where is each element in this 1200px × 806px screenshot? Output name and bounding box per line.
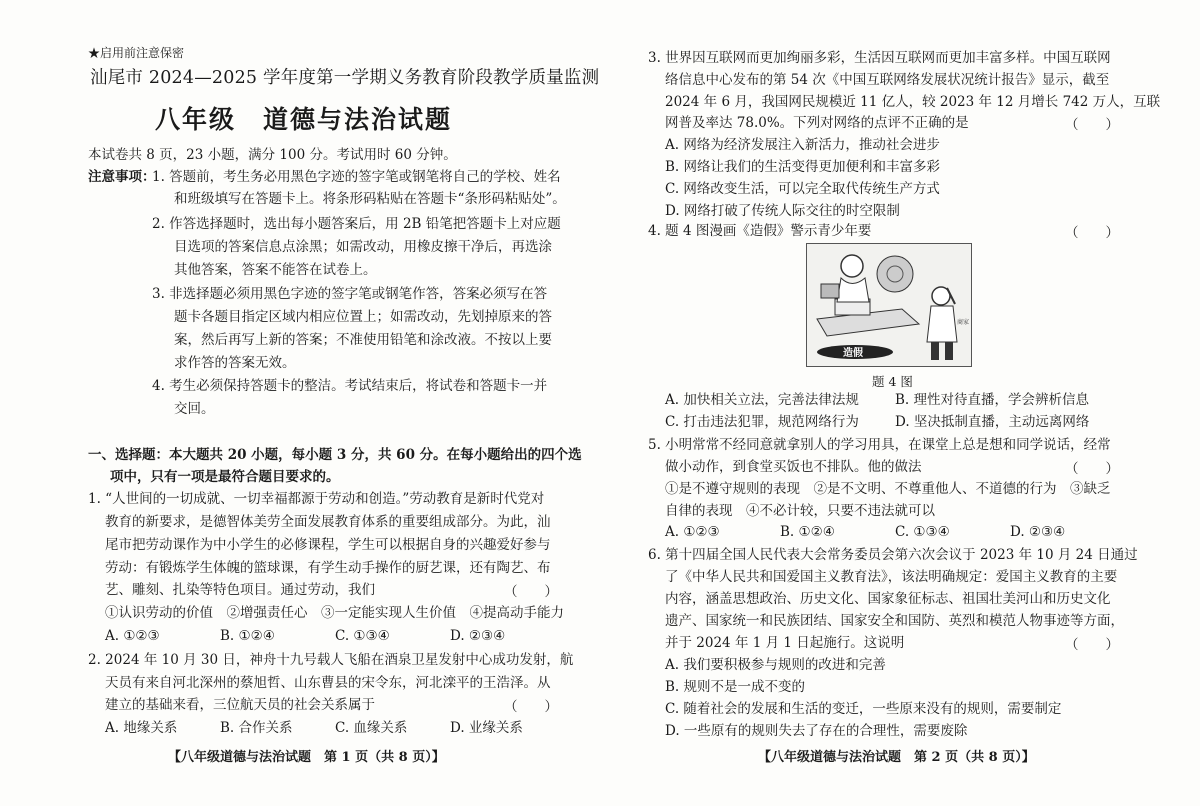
q4-option: A. 加快相关立法，完善法律法规: [665, 392, 859, 408]
q5-answer-bracket: （ ）: [1065, 461, 1119, 477]
q6-option: B. 规则不是一成不变的: [665, 679, 806, 695]
q1-options: [105, 626, 565, 648]
note-line: 3. 非选择题必须用黑色字迹的签字笔或钢笔作答，答案必须写在答: [152, 286, 548, 302]
cartoon-label: 商家: [957, 319, 970, 326]
note-line: 其他答案，答案不能答在试卷上。: [174, 262, 377, 278]
q4-stem: 4. 题 4 图漫画《造假》警示青少年要: [648, 223, 872, 239]
option: A. 地缘关系: [105, 720, 178, 736]
option: C. ①③④: [895, 524, 950, 540]
option: B. ①②④: [780, 524, 835, 540]
q3-option: D. 网络打破了传统人际交往的时空限制: [665, 203, 900, 219]
option: C. ①③④: [335, 628, 390, 644]
q3-option: B. 网络让我们的生活变得更加便利和丰富多彩: [665, 159, 941, 175]
q1-stem: 尾市把劳动课作为中小学生的必修课程，学生可以根据自身的兴趣爱好参与: [105, 537, 551, 553]
q2-stem: 2. 2024 年 10 月 30 日，神舟十九号载人飞船在酒泉卫星发射中心成功发射，航: [88, 652, 574, 668]
exam-intro: 本试卷共 8 页，23 小题，满分 100 分。考试用时 60 分钟。: [88, 147, 457, 163]
q5-stem: 5. 小明常常不经同意就拿别人的学习用具，在课堂上总是想和同学说话，经常: [648, 437, 1111, 453]
q4-option: C. 打击违法犯罪，规范网络行为: [665, 414, 859, 430]
q1-statements: ①认识劳动的价值 ②增强责任心 ③一定能实现人生价值 ④提高动手能力: [105, 605, 564, 621]
note-line: 4. 考生必须保持答题卡的整洁。考试结束后，将试卷和答题卡一并: [152, 378, 548, 394]
q1-answer-bracket: （ ）: [504, 584, 558, 600]
confidential-note: ★启用前注意保密: [88, 46, 185, 60]
q6-answer-bracket: （ ）: [1065, 637, 1119, 653]
cartoon-drawing: [807, 244, 971, 366]
option: D. 业缘关系: [450, 720, 523, 736]
section-heading-cont: 项中，只有一项是最符合题目要求的。: [110, 469, 340, 485]
cartoon-title: 造假: [843, 348, 863, 359]
option: B. ①②④: [220, 628, 275, 644]
q6-stem: 内容，涵盖思想政治、历史文化、国家象征标志、祖国壮美河山和历史文化: [665, 591, 1111, 607]
q6-option: D. 一些原有的规则失去了存在的合理性，需要废除: [665, 723, 968, 739]
note-line: 题卡各题目指定区域内相应位置上；如需改动，先划掉原来的答: [174, 309, 552, 325]
option: A. ①②③: [105, 628, 160, 644]
q2-stem: 建立的基础来看，三位航天员的社会关系属于: [105, 697, 375, 713]
q3-stem: 3. 世界因互联网而更加绚丽多彩，生活因互联网而更加丰富多样。中国互联网: [648, 50, 1111, 66]
option: B. 合作关系: [220, 720, 293, 736]
q1-stem: 艺、雕刻、扎染等特色项目。通过劳动，我们: [105, 582, 375, 598]
page-footer: 【八年级道德与法治试题 第 1 页（共 8 页）】: [168, 750, 445, 765]
figure-caption: 题 4 图: [872, 374, 913, 389]
q4-option: D. 坚决抵制直播，主动远离网络: [895, 414, 1090, 430]
q1-stem: 教育的新要求，是德智体美劳全面发展教育体系的重要组成部分。为此，汕: [105, 514, 551, 530]
notes-label: 注意事项：: [88, 169, 156, 185]
option: C. 血缘关系: [335, 720, 408, 736]
q2-options: [105, 718, 565, 740]
q5-options: [665, 522, 1125, 544]
q3-option: A. 网络为经济发展注入新活力，推动社会进步: [665, 137, 940, 153]
q6-option: A. 我们要积极参与规则的改进和完善: [665, 657, 886, 673]
q6-stem: 6. 第十四届全国人民代表大会常务委员会第六次会议于 2023 年 10 月 24 日通过: [648, 547, 1138, 563]
note-line: 案，然后再写上新的答案；不准使用铅笔和涂改液。不按以上要: [174, 332, 552, 348]
q6-option: C. 随着社会的发展和生活的变迁，一些原来没有的规则，需要制定: [665, 701, 1062, 717]
q6-stem: 遗产、国家统一和民族团结、国家安全和国防、英烈和模范人物事迹等方面，: [665, 613, 1124, 629]
option: D. ②③④: [450, 628, 506, 644]
q5-statements: 自律的表现 ④不必计较，只要不违法就可以: [665, 503, 935, 519]
exam-header: 汕尾市 2024—2025 学年度第一学期义务教育阶段教学质量监测: [90, 68, 600, 88]
note-line: 交回。: [174, 401, 215, 417]
q4-option: B. 理性对待直播，学会辨析信息: [895, 392, 1090, 408]
note-line: 求作答的答案无效。: [174, 355, 296, 371]
q2-answer-bracket: （ ）: [504, 699, 558, 715]
q1-stem: 劳动：有锻炼学生体魄的篮球课，有学生动手操作的厨艺课，还有陶艺、布: [105, 560, 551, 576]
q6-stem: 了《中华人民共和国爱国主义教育法》，该法明确规定：爱国主义教育的主要: [665, 569, 1118, 585]
note-line: 目选项的答案信息点涂黑；如需改动，用橡皮擦干净后，再选涂: [174, 239, 552, 255]
q6-stem: 并于 2024 年 1 月 1 日起施行。这说明: [665, 635, 905, 651]
q3-answer-bracket: （ ）: [1065, 117, 1119, 133]
q5-statements: ①是不遵守规则的表现 ②是不文明、不尊重他人、不道德的行为 ③缺乏: [665, 481, 1111, 497]
q1-stem: 1. “人世间的一切成就、一切幸福都源于劳动和创造。”劳动教育是新时代党对: [88, 491, 545, 507]
q3-stem: 网普及率达 78.0%。下列对网络的点评不正确的是: [665, 115, 969, 131]
option: A. ①②③: [665, 524, 720, 540]
note-line: 2. 作答选择题时，选出每小题答案后，用 2B 铅笔把答题卡上对应题: [152, 216, 561, 232]
page-footer: 【八年级道德与法治试题 第 2 页（共 8 页）】: [758, 750, 1035, 765]
note-line: 1. 答题前，考生务必用黑色字迹的签字笔或钢笔将自己的学校、姓名: [152, 169, 561, 185]
exam-title: 八年级 道德与法治试题: [155, 105, 453, 134]
q5-stem: 做小动作，到食堂买饭也不排队。他的做法: [665, 459, 922, 475]
q3-stem: 络信息中心发布的第 54 次《中国互联网络发展状况统计报告》显示，截至: [665, 72, 1110, 88]
q4-cartoon-image: [806, 243, 972, 367]
q4-answer-bracket: （ ）: [1065, 225, 1119, 241]
q3-option: C. 网络改变生活，可以完全取代传统生产方式: [665, 181, 940, 197]
q2-stem: 天员有来自河北深州的蔡旭哲、山东曹县的宋令东，河北滦平的王浩泽。从: [105, 675, 551, 691]
note-line: 和班级填写在答题卡上。将条形码粘贴在答题卡“条形码粘贴处”。: [174, 191, 566, 207]
q3-stem: 2024 年 6 月，我国网民规模近 11 亿人，较 2023 年 12 月增长 742 万人，互联: [665, 94, 1161, 110]
option: D. ②③④: [1010, 524, 1066, 540]
section-heading: 一、选择题：本大题共 20 小题，每小题 3 分，共 60 分。在每小题给出的四个选: [88, 447, 582, 463]
